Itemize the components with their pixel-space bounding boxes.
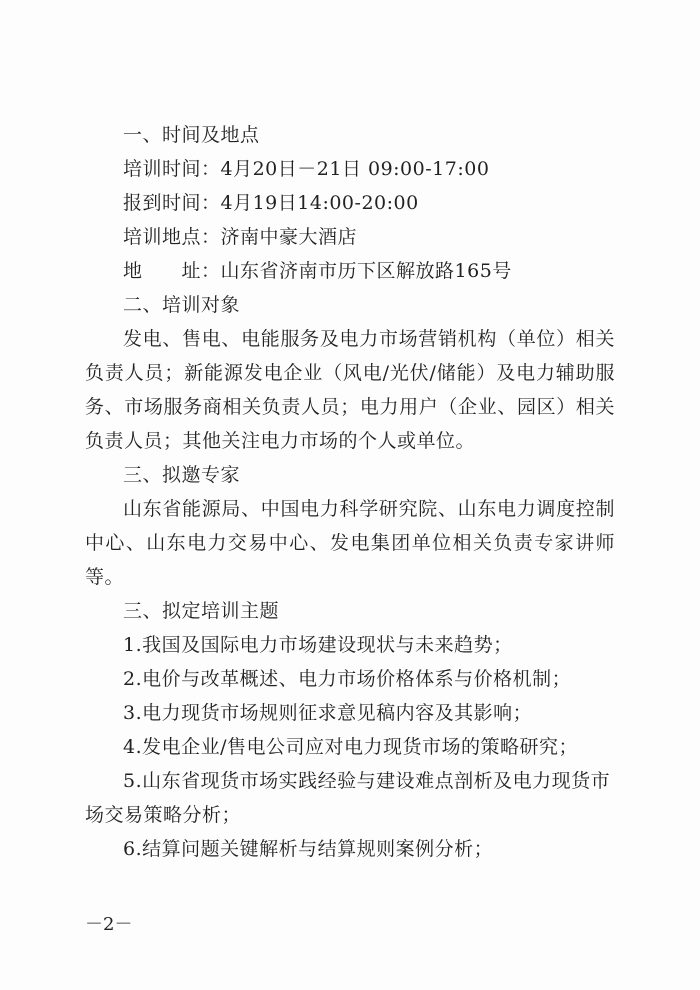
- address-value: 山东省济南市历下区解放路165号: [220, 260, 512, 282]
- topic-item-3: 3.电力现货市场规则征求意见稿内容及其影响；: [123, 702, 533, 724]
- document-body: [85, 118, 615, 866]
- address-line: [123, 254, 615, 288]
- report-time: 报到时间：4月19日14:00-20:00: [123, 192, 419, 214]
- topic-item-1: 1.我国及国际电力市场建设现状与未来趋势；: [123, 634, 513, 656]
- section-heading-audience: 二、培训对象: [123, 294, 241, 316]
- training-place: 培训地点：济南中豪大酒店: [123, 226, 358, 248]
- audience-paragraph: 发电、售电、电能服务及电力市场营销机构（单位）相关负责人员；新能源发电企业（风电/光伏/储能）及电力辅助服务、市场服务商相关负责人员；电力用户（企业、园区）相关负责人员；其他关注电力市场的个人或单位。: [85, 328, 615, 452]
- section-heading-experts: 三、拟邀专家: [123, 464, 241, 486]
- section-heading-topics: 三、拟定培训主题: [123, 600, 280, 622]
- topic-item-6: 6.结算问题关键解析与结算规则案例分析；: [123, 838, 494, 860]
- topic-item-5: 5.山东省现货市场实践经验与建设难点剖析及电力现货市场交易策略分析；: [85, 770, 611, 826]
- topic-item-4: 4.发电企业/售电公司应对电力现货市场的策略研究；: [123, 736, 579, 758]
- address-label: 地 址：: [123, 260, 221, 282]
- section-heading-time-place: 一、时间及地点: [123, 124, 260, 146]
- experts-paragraph: 山东省能源局、中国电力科学研究院、山东电力调度控制中心、山东电力交易中心、发电集团单位相关负责专家讲师等。: [85, 498, 615, 588]
- page-number: －2－: [85, 914, 133, 935]
- training-time: 培训时间：4月20日－21日 09:00-17:00: [123, 158, 490, 180]
- topic-item-2: 2.电价与改革概述、电力市场价格体系与价格机制；: [123, 668, 572, 690]
